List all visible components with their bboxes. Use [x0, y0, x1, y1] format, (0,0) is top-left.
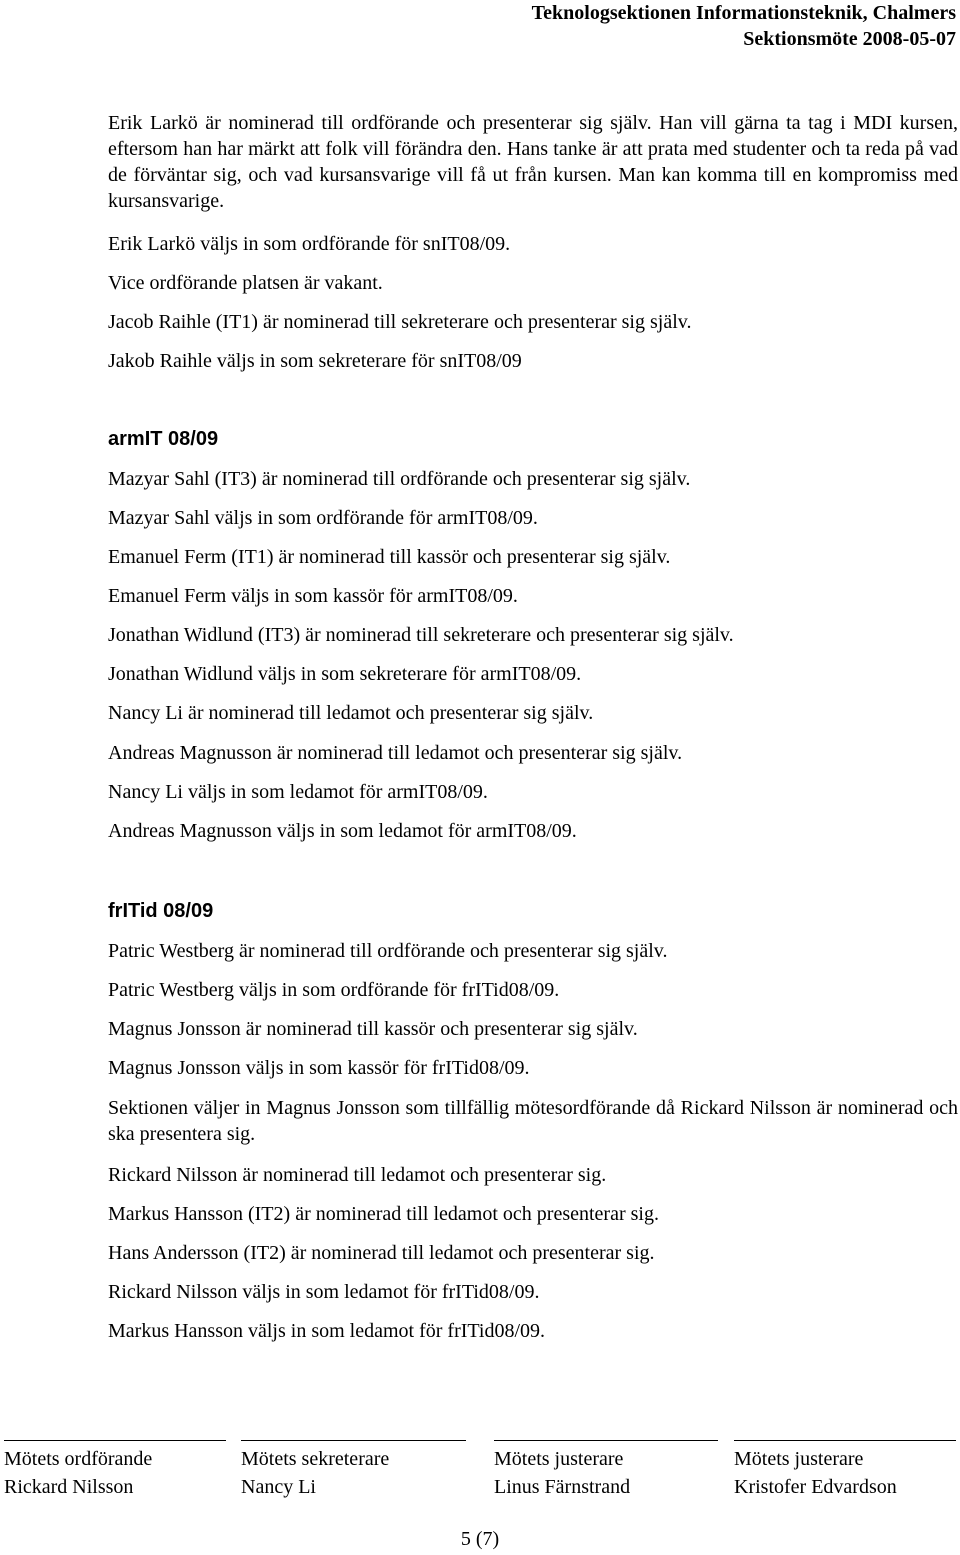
paragraph-jakob-elected: Jakob Raihle väljs in som sekreterare för snIT08/09	[108, 350, 522, 372]
paragraph-vice-vacant: Vice ordförande platsen är vakant.	[108, 272, 383, 294]
paragraph-fritid-10: Markus Hansson väljs in som ledamot för frITid08/09.	[108, 1320, 546, 1342]
signature-adjuster-2	[734, 1440, 956, 1501]
paragraph-armit-2: Mazyar Sahl väljs in som ordförande för armIT08/09.	[108, 507, 538, 529]
paragraph-armit-4: Emanuel Ferm väljs in som kassör för armIT08/09.	[108, 585, 518, 607]
signature-name: Rickard Nilsson	[4, 1476, 134, 1498]
paragraph-fritid-9: Rickard Nilsson väljs in som ledamot för frITid08/09.	[108, 1281, 540, 1303]
signature-role: Mötets justerare	[734, 1448, 864, 1470]
paragraph-armit-3: Emanuel Ferm (IT1) är nominerad till kassör och presenterar sig själv.	[108, 546, 671, 568]
paragraph-jacob-nominated: Jacob Raihle (IT1) är nominerad till sekreterare och presenterar sig själv.	[108, 311, 692, 333]
paragraph-armit-5: Jonathan Widlund (IT3) är nominerad till sekreterare och presenterar sig själv.	[108, 624, 734, 646]
paragraph-erik-elected: Erik Larkö väljs in som ordförande för snIT08/09.	[108, 233, 511, 255]
signature-line	[4, 1440, 226, 1441]
signature-role: Mötets justerare	[494, 1448, 624, 1470]
signature-chair	[4, 1440, 226, 1501]
page-number: 5 (7)	[460, 1528, 500, 1550]
page-header	[532, 0, 956, 52]
signature-name: Linus Färnstrand	[494, 1476, 631, 1498]
paragraph-armit-6: Jonathan Widlund väljs in som sekreterare för armIT08/09.	[108, 663, 582, 685]
paragraph-fritid-8: Hans Andersson (IT2) är nominerad till ledamot och presenterar sig.	[108, 1242, 655, 1264]
signature-line	[734, 1440, 956, 1441]
paragraph-fritid-7: Markus Hansson (IT2) är nominerad till ledamot och presenterar sig.	[108, 1203, 659, 1225]
header-meeting-date: Sektionsmöte 2008-05-07	[743, 28, 956, 50]
paragraph-armit-10: Andreas Magnusson väljs in som ledamot för armIT08/09.	[108, 820, 577, 842]
heading-armit: armIT 08/09	[108, 428, 219, 450]
paragraph-fritid-2: Patric Westberg väljs in som ordförande för frITid08/09.	[108, 979, 560, 1001]
signature-secretary	[241, 1440, 466, 1501]
paragraph-fritid-3: Magnus Jonsson är nominerad till kassör och presenterar sig själv.	[108, 1018, 638, 1040]
header-organization: Teknologsektionen Informationsteknik, Chalmers	[531, 2, 956, 24]
signature-name: Nancy Li	[241, 1476, 316, 1498]
signature-line	[241, 1440, 466, 1441]
signature-name: Kristofer Edvardson	[734, 1476, 897, 1498]
signature-role: Mötets ordförande	[4, 1448, 153, 1470]
signature-line	[494, 1440, 718, 1441]
paragraph-armit-7: Nancy Li är nominerad till ledamot och presenterar sig själv.	[108, 702, 594, 724]
paragraph-armit-8: Andreas Magnusson är nominerad till ledamot och presenterar sig själv.	[108, 742, 683, 764]
heading-fritid: frITid 08/09	[108, 900, 214, 922]
paragraph-fritid-1: Patric Westberg är nominerad till ordförande och presenterar sig själv.	[108, 940, 668, 962]
paragraph-armit-9: Nancy Li väljs in som ledamot för armIT08/09.	[108, 781, 488, 803]
signature-adjuster-1	[494, 1440, 718, 1501]
paragraph-erik-presentation: Erik Larkö är nominerad till ordförande och presenterar sig själv. Han vill gärna ta tag i MDI kursen, eftersom han har märkt att folk vill förändra den. Hans tanke är att prata med studenter och ta reda på vad de förväntar sig, och vad kursansvarige vill få ut från kursen. Man kan komma till en kompromiss med kursansvarige.	[108, 112, 958, 212]
paragraph-fritid-5: Sektionen väljer in Magnus Jonsson som tillfällig mötesordförande då Rickard Nilsson är nominerad och ska presentera sig.	[108, 1097, 958, 1145]
paragraph-fritid-4: Magnus Jonsson väljs in som kassör för frITid08/09.	[108, 1057, 530, 1079]
paragraph-armit-1: Mazyar Sahl (IT3) är nominerad till ordförande och presenterar sig själv.	[108, 468, 691, 490]
paragraph-fritid-6: Rickard Nilsson är nominerad till ledamot och presenterar sig.	[108, 1164, 607, 1186]
signature-role: Mötets sekreterare	[241, 1448, 390, 1470]
